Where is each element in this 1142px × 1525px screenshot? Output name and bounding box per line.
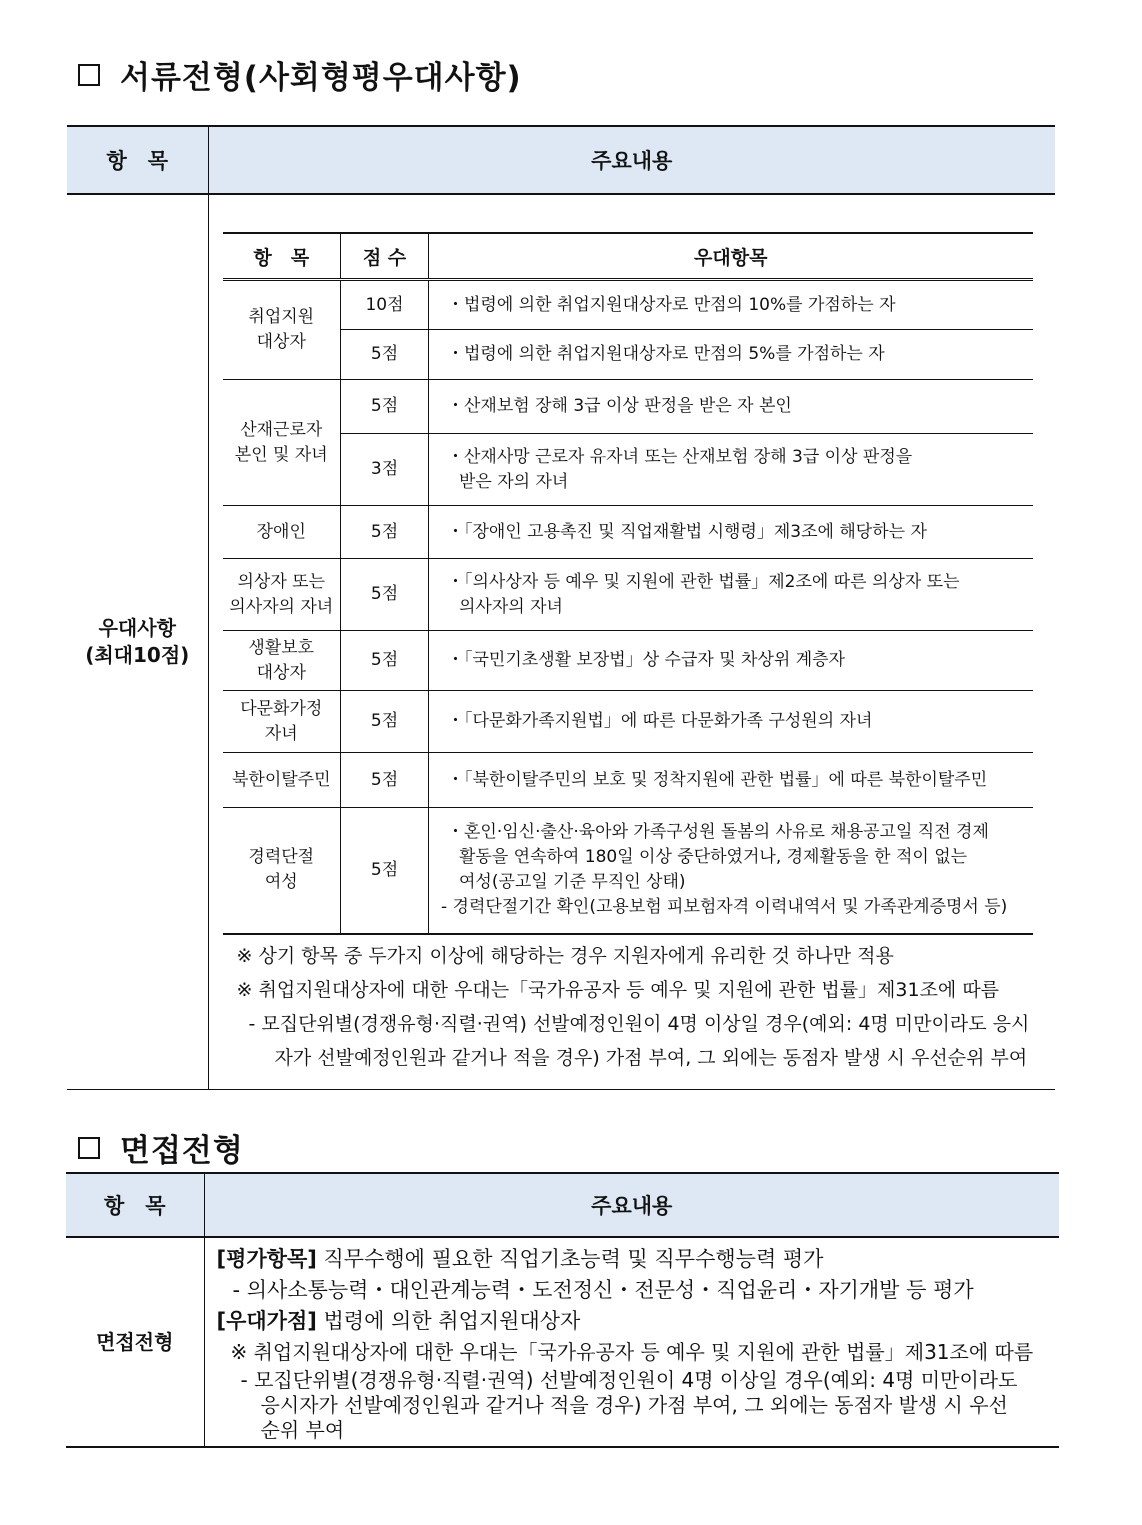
- row-description: ・산재보험 장해 3급 이상 판정을 받은 자 본인: [429, 380, 1033, 434]
- row-description: ・「북한이탈주민의 보호 및 정착지원에 관한 법률」에 따른 북한이탈주민: [429, 753, 1033, 808]
- interview-line: - 모집단위별(경쟁유형·직렬·권역) 선발예정인원이 4명 이상일 경우(예외: 4명 미만이라도: [240, 1368, 1018, 1392]
- row-description: ・법령에 의한 취업지원대상자로 만점의 10%를 가점하는 자: [429, 280, 1033, 330]
- interview-content: [204, 1237, 1059, 1447]
- col-item-header: 항 목: [66, 1173, 204, 1237]
- preference-row: [223, 330, 1033, 380]
- col-content-header: 주요내용: [208, 126, 1055, 194]
- notes: [223, 935, 1055, 1075]
- row-item: 북한이탈주민: [223, 753, 341, 808]
- preference-row: [223, 559, 1033, 631]
- row-score: 5점: [341, 691, 429, 753]
- preference-items-table: [223, 232, 1033, 935]
- section2-title-text: 면접전형: [120, 1133, 244, 1169]
- row-description: ・혼인·임신·출산·육아와 가족구성원 돌봄의 사유로 채용공고일 직전 경제 활동을 연속하여 180일 이상 중단하였거나, 경제활동을 한 적이 없는 여성(공고일 기준 무직인 상태) - 경력단절기간 확인(고용보험 피보험자격 이력내역서 및 가족관계증명서 등): [429, 808, 1033, 934]
- preference-row: [223, 506, 1033, 559]
- row-item: 취업지원 대상자: [223, 280, 341, 380]
- row-item: 장애인: [223, 506, 341, 559]
- interview-line: [평가항목] 직무수행에 필요한 직업기초능력 및 직무수행능력 평가: [216, 1247, 824, 1271]
- checkbox-square-icon: [78, 64, 100, 86]
- row-score: 5점: [341, 506, 429, 559]
- interview-line: ※ 취업지원대상자에 대한 우대는「국가유공자 등 예우 및 지원에 관한 법률」제31조에 따름: [230, 1340, 1034, 1364]
- inner-content-header: 우대항목: [429, 233, 1033, 280]
- col-content-header: 주요내용: [204, 1173, 1059, 1237]
- preference-row: [223, 631, 1033, 691]
- note-line: ※ 취업지원대상자에 대한 우대는「국가유공자 등 예우 및 지원에 관한 법률」제31조에 따름: [236, 978, 1000, 1001]
- preference-row: [223, 808, 1033, 934]
- preference-row: [223, 753, 1033, 808]
- inner-item-header: 항 목: [223, 233, 341, 280]
- preference-row: [223, 280, 1033, 330]
- row-description: ・「의사상자 등 예우 및 지원에 관한 법률」제2조에 따른 의상자 또는 의사자의 자녀: [429, 559, 1033, 631]
- row-score: 10점: [341, 280, 429, 330]
- checkbox-square-icon: [78, 1137, 100, 1159]
- note-line: - 모집단위별(경쟁유형·직렬·권역) 선발예정인원이 4명 이상일 경우(예외: 4명 미만이라도 응시: [248, 1012, 1030, 1035]
- row-score: 5점: [341, 559, 429, 631]
- row-score: 3점: [341, 434, 429, 506]
- row-score: 5점: [341, 380, 429, 434]
- preference-row: [223, 434, 1033, 506]
- row-score: 5점: [341, 753, 429, 808]
- row-item: 경력단절 여성: [223, 808, 341, 934]
- row-description: ・산재사망 근로자 유자녀 또는 산재보험 장해 3급 이상 판정을 받은 자의 자녀: [429, 434, 1033, 506]
- row-score: 5점: [341, 808, 429, 934]
- row-description: ・「다문화가족지원법」에 따른 다문화가족 구성원의 자녀: [429, 691, 1033, 753]
- interview-line: 순위 부여: [260, 1418, 345, 1442]
- category-preference: 우대사항 (최대10점): [67, 194, 208, 1089]
- preference-row: [223, 691, 1033, 753]
- row-item: 의상자 또는 의사자의 자녀: [223, 559, 341, 631]
- section2-title: [78, 1125, 244, 1170]
- section1-title-text: 서류전형(사회형평우대사항): [120, 60, 522, 96]
- row-score: 5점: [341, 631, 429, 691]
- col-item-header: 항 목: [67, 126, 208, 194]
- row-description: ・「국민기초생활 보장법」상 수급자 및 차상위 계층자: [429, 631, 1033, 691]
- preference-row: [223, 380, 1033, 434]
- preference-table: [67, 125, 1055, 1090]
- row-item: 산재근로자 본인 및 자녀: [223, 380, 341, 506]
- inner-score-header: 점 수: [341, 233, 429, 280]
- interview-line: 응시자가 선발예정인원과 같거나 적을 경우) 가점 부여, 그 외에는 동점자 발생 시 우선: [260, 1393, 1008, 1417]
- note-line: 자가 선발예정인원과 같거나 적을 경우) 가점 부여, 그 외에는 동점자 발생 시 우선순위 부여: [274, 1046, 1028, 1069]
- category-interview: 면접전형: [66, 1237, 204, 1447]
- row-description: ・법령에 의한 취업지원대상자로 만점의 5%를 가점하는 자: [429, 330, 1033, 380]
- interview-line: [우대가점] 법령에 의한 취업지원대상자: [216, 1309, 581, 1333]
- row-description: ・「장애인 고용촉진 및 직업재활법 시행령」제3조에 해당하는 자: [429, 506, 1033, 559]
- note-line: ※ 상기 항목 중 두가지 이상에 해당하는 경우 지원자에게 유리한 것 하나만 적용: [236, 944, 894, 967]
- row-score: 5점: [341, 330, 429, 380]
- interview-line: - 의사소통능력・대인관계능력・도전정신・전문성・직업윤리・자기개발 등 평가: [232, 1278, 974, 1302]
- row-item: 다문화가정 자녀: [223, 691, 341, 753]
- row-item: 생활보호 대상자: [223, 631, 341, 691]
- section1-title: [78, 52, 522, 97]
- interview-table: [66, 1172, 1059, 1448]
